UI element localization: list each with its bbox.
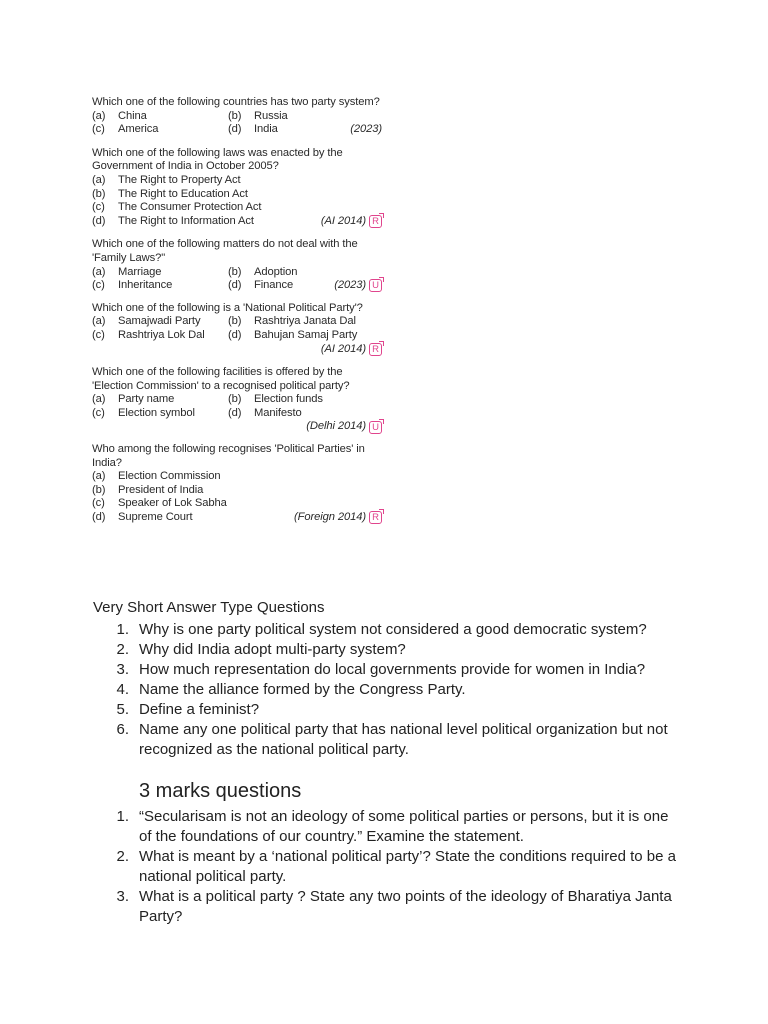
option-text: Election funds: [254, 393, 323, 406]
source-year: (AI 2014): [320, 214, 366, 227]
option-text: Adoption: [254, 265, 298, 278]
option-text: Rashtriya Janata Dal: [254, 315, 356, 328]
option-text: Supreme Court: [118, 511, 193, 524]
option-row: [92, 174, 382, 188]
option-row: [92, 470, 382, 484]
difficulty-badge-icon: U: [369, 279, 382, 292]
option-text: Marriage: [118, 265, 162, 278]
mcq-scan-block: [92, 96, 382, 525]
mcq-question: [92, 96, 382, 137]
option-text: Party name: [118, 393, 175, 406]
option-text: Russia: [254, 109, 288, 122]
option-row: [92, 123, 382, 137]
option-letter: (c): [92, 123, 105, 136]
option-letter: (a): [92, 109, 106, 122]
question-text: What is meant by a ‘national political party’? State the conditions required to be a national political party.: [139, 848, 676, 885]
very-short-question: [93, 720, 683, 760]
question-text: Name the alliance formed by the Congress Party.: [139, 681, 466, 698]
option-text: China: [118, 109, 147, 122]
three-marks-question: [93, 807, 683, 847]
very-short-question: [93, 620, 683, 640]
option-text: The Right to Education Act: [118, 187, 248, 200]
option-letter: (d): [228, 123, 242, 136]
option-letter: (a): [92, 173, 106, 186]
option-letter: (b): [228, 109, 242, 122]
source-year: (Delhi 2014): [306, 420, 366, 433]
option-row: [92, 407, 382, 421]
option-text: Speaker of Lok Sabha: [118, 497, 227, 510]
three-marks-question: [93, 847, 683, 887]
option-letter: (d): [92, 214, 106, 227]
option-text: Rashtriya Lok Dal: [118, 328, 205, 341]
difficulty-badge-icon: R: [369, 511, 382, 524]
option-letter: (a): [92, 265, 106, 278]
option-row: [92, 188, 382, 202]
mcq-stem: Which one of the following matters do not deal with the 'Family Laws?": [92, 238, 358, 264]
option-text: America: [118, 123, 159, 136]
option-letter: (a): [92, 393, 106, 406]
option-letter: (d): [228, 279, 242, 292]
question-number: 3.: [116, 888, 129, 905]
option-text: The Consumer Protection Act: [118, 201, 262, 214]
question-number: 2.: [116, 848, 129, 865]
very-short-question: [93, 640, 683, 660]
question-text: Why is one party political system not considered a good democratic system?: [139, 621, 647, 638]
option-letter: (a): [92, 470, 106, 483]
very-short-question: [93, 660, 683, 680]
source-year: (AI 2014): [320, 342, 366, 355]
source-row: [92, 420, 382, 434]
three-marks-question-list: [93, 807, 683, 927]
mcq-stem: Which one of the following facilities is offered by the 'Election Commission' to a recognised political party?: [92, 366, 350, 392]
option-letter: (c): [92, 497, 105, 510]
option-letter: (c): [92, 406, 105, 419]
question-text: Why did India adopt multi-party system?: [139, 641, 406, 658]
source-year: (Foreign 2014): [294, 511, 366, 524]
option-text: Bahujan Samaj Party: [254, 328, 358, 341]
question-text: Define a feminist?: [139, 701, 260, 718]
option-text: Samajwadi Party: [118, 315, 201, 328]
option-row: [92, 110, 382, 124]
option-letter: (c): [92, 201, 105, 214]
option-text: President of India: [118, 483, 204, 496]
option-text: Election Commission: [118, 470, 221, 483]
option-letter: (b): [228, 393, 242, 406]
option-row: [92, 329, 382, 343]
option-letter: (d): [228, 406, 242, 419]
option-text: The Right to Property Act: [118, 173, 241, 186]
option-row: [92, 279, 382, 293]
option-letter: (b): [228, 265, 242, 278]
difficulty-badge-icon: R: [369, 215, 382, 228]
option-letter: (c): [92, 279, 105, 292]
option-text: Inheritance: [118, 279, 173, 292]
option-row: [92, 484, 382, 498]
option-row: [92, 315, 382, 329]
question-number: 6.: [116, 721, 129, 738]
option-letter: (b): [228, 315, 242, 328]
mcq-stem: Which one of the following laws was enacted by the Government of India in October 2005?: [92, 146, 343, 173]
mcq-question: [92, 147, 382, 229]
option-letter: (b): [92, 187, 106, 200]
mcq-stem: Who among the following recognises 'Political Parties' in India?: [92, 443, 365, 469]
option-letter: (b): [92, 483, 106, 496]
three-marks-question: [93, 887, 683, 927]
option-letter: (a): [92, 315, 106, 328]
question-number: 2.: [116, 641, 129, 658]
question-text: How much representation do local governments provide for women in India?: [139, 661, 646, 678]
mcq-question: [92, 238, 382, 292]
option-letter: (d): [92, 511, 106, 524]
option-text: Manifesto: [254, 406, 302, 419]
mcq-question: [92, 443, 382, 525]
question-text: “Secularisam is not an ideology of some political parties or persons, but it is one of the foundations of our country.” Examine the statement.: [139, 808, 669, 845]
question-number: 1.: [116, 808, 129, 825]
mcq-question: [92, 302, 382, 356]
question-text: What is a political party ? State any two points of the ideology of Bharatiya Janta Party?: [139, 888, 672, 925]
difficulty-badge-icon: R: [369, 343, 382, 356]
mcq-question: [92, 366, 382, 434]
option-row: [92, 215, 382, 229]
question-text: Name any one political party that has national level political organization but not recognized as the national political party.: [139, 721, 668, 758]
very-short-question-list: [93, 620, 683, 760]
question-number: 4.: [116, 681, 129, 698]
option-letter: (c): [92, 328, 105, 341]
mcq-stem: Which one of the following is a 'National Political Party'?: [92, 301, 363, 314]
very-short-heading: Very Short Answer Type Questions: [93, 599, 325, 616]
three-marks-heading: 3 marks questions: [139, 780, 302, 802]
mcq-stem: Which one of the following countries has two party system?: [92, 96, 380, 108]
difficulty-badge-icon: U: [369, 421, 382, 434]
option-letter: (d): [228, 328, 242, 341]
question-number: 5.: [116, 701, 129, 718]
option-row: [92, 393, 382, 407]
very-short-question: [93, 680, 683, 700]
question-number: 3.: [116, 661, 129, 678]
option-text: Finance: [254, 279, 294, 292]
option-text: India: [254, 123, 278, 136]
option-row: [92, 201, 382, 215]
option-text: The Right to Information Act: [118, 214, 254, 227]
very-short-question: [93, 700, 683, 720]
source-year: (2023): [350, 123, 382, 136]
question-number: 1.: [116, 621, 129, 638]
option-row: [92, 511, 382, 525]
option-row: [92, 497, 382, 511]
source-row: [92, 343, 382, 357]
source-year: (2023): [334, 279, 366, 292]
option-row: [92, 266, 382, 280]
option-text: Election symbol: [118, 406, 195, 419]
